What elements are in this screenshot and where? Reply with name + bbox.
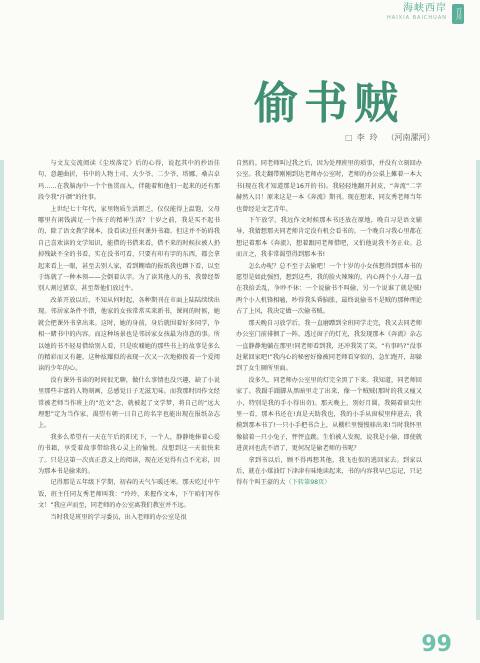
text-column-left — [38, 158, 220, 523]
author-mark: □ — [345, 133, 353, 142]
paragraph: 当时我是班里的学习委员，出入老师的办公室是很 — [50, 513, 187, 521]
article-title — [250, 70, 450, 128]
paragraph-text: 拿到书以后，顾不得再想其他，我飞也似的逃回家去。到家以后，就在小煤油灯下津津有味地读起来，书的内容我早已忘记，只记得有个叫王豪的大 — [236, 456, 422, 487]
brand-seal-icon: 百川 — [452, 4, 464, 24]
left-edge-strip — [0, 160, 4, 620]
page-number: 99 — [421, 632, 452, 657]
paragraph: 上世纪七十年代，家里物质生活匮乏，仅仅能得上温饱，父母哪里有闲钱满足一个孩子的精神生活？十岁之前，我是买不起书的，除了语文教学课本，没看读过任何课外书籍。但这并不妨碍我自己喜欢读的文学知识，能借的书借来看，借不来的时候拉被人扔掉残缺不全的书看，实在没书可看，只要有印有字的东西，都会拿起来看上一眼，甚至去别人家，看到糊墙的报纸我也蹲下看，以至于练就了一种本领——会倒着认字。为了读其他人的书，我曾经帮别人割过猪草，甚至帮他们放过牛。 — [38, 205, 220, 293]
column-brand — [387, 4, 464, 24]
paragraph: 那天晚自习放学后，我一直磨蹭到全班同学走完，我又去同老师办公室门前徘徊了一阵，透过窗子的灯光，我发现那本《奔流》杂志一直静静地躺在那里!同老师看到我，还冲我笑了笑，“有事吗?”没事赶紧回家吧!”我内心的秘密好像被同老师看穿似的，急忙跑开，却躲到了女生厕所里面。 — [236, 319, 422, 373]
continued-note: （下转第98页） — [285, 479, 331, 487]
paragraph: 下午放学，我远作文时候那本书还放在原地，晚自习是语文辅导，我猜想那天同老师肯定没有机会看书的。一个晚自习我心里都在想记着那本《奔流》，想着跟同老师借吧，又怕他说我不务正业。总而言之，我非常渴望得到那本书! — [236, 217, 422, 259]
title-text: 偷书贼 — [254, 78, 404, 128]
paragraph: 自然的。同老师叫过我之后，因为处理班里的琐事，并没有立刻回办公室。我走翻带刚刚到达老师办公室时，老师的办公桌上摊着一本大书(现在我才知道那是16开的书)。我轻轻地翻开封皮，“奔流”二字赫然入目！原来这是一本《奔流》期刊。现在想来，同友秀老师当年也曾经是文艺青年。 — [236, 160, 422, 213]
paragraph-last — [236, 455, 422, 489]
text-column-right — [236, 158, 422, 489]
author-affiliation: （河南漯河） — [386, 133, 435, 142]
paragraph: 我多么希望有一天在午后的阳光下，一个人，静静地捧着心爱的书籍，享受着故事带给我心灵上的愉悦。没想到这一天很快来了。只是这第一次真正意义上的阅读，现在还觉得有点不光彩，因为那本书是偷来的。 — [38, 433, 220, 475]
paragraph: 没多久，同老师办公室里的灯完全黑了下来。我知道，同老师回家了。我蹑手蹑脚从黑暗里走了出来，像一个贼贼(那时的我又瘦又小，特别是我的手小得出奇)。那天晚上，别好月圆，我隔着窗尖往里一看，那本书还在!真是天助我也，我的小手从窗棂里伸进去，我摸到那本书了!一只小手把书合上，从棚栏里慢慢移出来!当时我怀里像揣着一只小兔子，怦怦直跳。生怕被人发现，说我是小偷，即使就进黄河也洗不清了，更何况是偷老师的书呢？ — [236, 376, 422, 453]
paragraph: 没有课外书读的时间很无聊，做什么事情也没兴趣，缺了小说里那些丰富的人物刻画，总感觉日子无滋无味。而我那时因作文经常被老师当作班上的“范文”念，就被起了文学梦，将自己的“远大理想”定为当作家，渴望有朝一日自己的名字也能出现在报纸杂志上。 — [38, 376, 220, 430]
paragraph: 记得那是五年级下学期，初春的天气乍暖还寒。那天吃过中午饭，班主任同友秀老师叫我：“玲玲，来握作文本，下午咱们写作文！”我应声而至，同老师的办公室离我们教室并不远。 — [38, 479, 220, 510]
brand-title: 海峡西岸 — [403, 3, 447, 14]
right-edge-strip — [476, 160, 480, 620]
author-line — [345, 132, 435, 143]
paragraph: 与文友交流阅读《尘埃落定》后的心得，说起其中的抄语佳句、意趣曲折，书中的人物土司、大少爷、二少爷、塔娜、桑吉卓玛……在我脑海中一个个鱼贯而入，伴随着和他们一起来的还有那段令我“汗颜”的往事。 — [38, 160, 220, 202]
paragraph: 怎么办呢？总不至于去偷吧！一个十岁的小女孩想得到那本书的愿望是如此强烈，想到这些，我的脸火辣辣的，内心两个小人却一直在我拾丢乱，争吵不休：一个说偷书不叫偷，另一个说谁了就是贼!两个小人机锋相嗑，吵得我头昏脑胀，最终说偷书不是贼的那种理论占了上风，我决定做一次偷书贼。 — [236, 262, 422, 316]
brand-subtitle: HAIXIA BAICHUAN — [387, 15, 447, 21]
title-calligraphy — [250, 70, 450, 128]
paragraph: 改革开放以后，不知从何时起，各种期刊在市面上陆陆续续出现。邻居家条件不错，他家的女孩常常买来新书，课间的时候，她就会把课外书拿出来。这时，她的身前，身后就围着好多同学，争相一睹书中的内容。而这种场景也是邻居家女孩最为得意的事。所以她的书不轻易借给别人看，只是吹嘘她的那些书上的故事是多么的精彩而又有趣，这种炫耀似的表现一次又一次地撩拨着一个爱阅读的少年的心。 — [38, 296, 220, 373]
author-name: 李玲 — [356, 133, 383, 142]
